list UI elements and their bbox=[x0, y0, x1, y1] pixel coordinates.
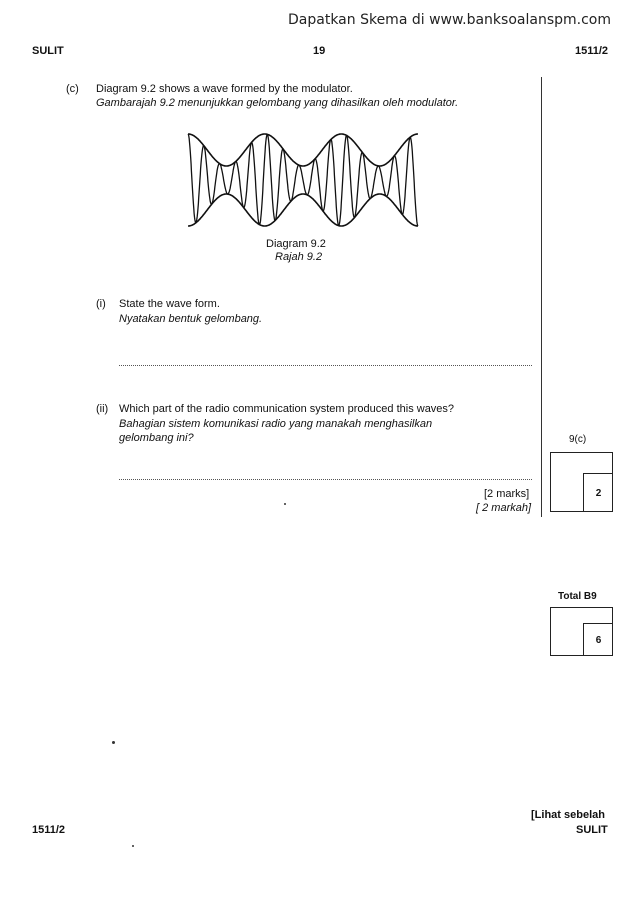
question-ii-label: (ii) bbox=[96, 403, 109, 415]
header-sulit: SULIT bbox=[32, 45, 64, 57]
question-c-label: (c) bbox=[66, 83, 79, 95]
footer-sulit: SULIT bbox=[576, 824, 608, 836]
question-i-label: (i) bbox=[96, 298, 106, 310]
watermark-url: Dapatkan Skema di www.banksoalanspm.com bbox=[288, 12, 611, 28]
score-label-9c: 9(c) bbox=[569, 434, 587, 445]
answer-line-ii[interactable] bbox=[119, 479, 532, 480]
score-value-9c: 2 bbox=[583, 473, 613, 512]
question-ii-text-ms-line1: Bahagian sistem komunikasi radio yang manakah menghasilkan bbox=[119, 418, 433, 430]
scan-speck bbox=[284, 503, 286, 505]
footer-code: 1511/2 bbox=[32, 824, 66, 836]
scan-speck bbox=[132, 845, 134, 847]
score-label-total: Total B9 bbox=[558, 591, 597, 602]
score-box-total bbox=[550, 607, 613, 656]
score-box-9c bbox=[550, 452, 613, 512]
modulated-wave-diagram bbox=[180, 125, 425, 235]
question-c-text-ms: Gambarajah 9.2 menunjukkan gelombang yang dihasilkan oleh modulator. bbox=[96, 97, 459, 109]
footer-next-page: [Lihat sebelah bbox=[531, 809, 605, 821]
marks-en: [2 marks] bbox=[484, 488, 530, 500]
question-i-text-ms: Nyatakan bentuk gelombang. bbox=[119, 313, 263, 325]
margin-rule bbox=[541, 77, 542, 517]
question-c-text-en: Diagram 9.2 shows a wave formed by the modulator. bbox=[96, 83, 353, 95]
diagram-caption-en: Diagram 9.2 bbox=[266, 238, 326, 250]
question-ii-text-ms-line2: gelombang ini? bbox=[119, 432, 194, 444]
question-ii-text-en: Which part of the radio communication system produced this waves? bbox=[119, 403, 455, 415]
diagram-caption-ms: Rajah 9.2 bbox=[275, 251, 323, 263]
page-number: 19 bbox=[313, 45, 326, 57]
marks-ms: [ 2 markah] bbox=[476, 502, 532, 514]
header-code: 1511/2 bbox=[575, 45, 609, 57]
score-value-total: 6 bbox=[583, 623, 613, 656]
question-i-text-en: State the wave form. bbox=[119, 298, 220, 310]
answer-line-i[interactable] bbox=[119, 365, 532, 366]
scan-speck bbox=[112, 741, 115, 744]
